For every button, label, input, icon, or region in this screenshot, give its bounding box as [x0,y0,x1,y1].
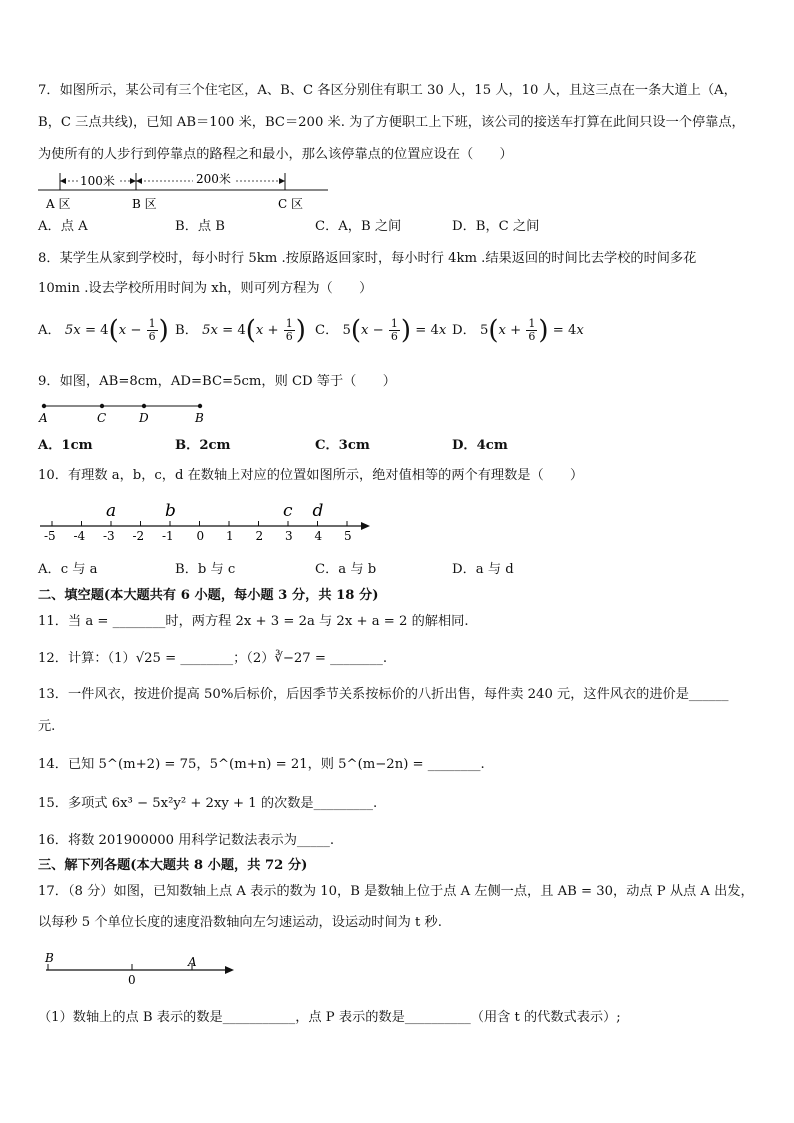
q10-point-b: b [165,501,176,521]
q17-line2: 以每秒 5 个单位长度的速度沿数轴向左匀速运动，设运动时间为 t 秒. [38,915,442,930]
q7-label-b: B 区 [132,197,157,211]
q8-option-c-label: C． [315,323,339,338]
q7-label-a: A 区 [46,197,71,211]
q8-option-b-label: B． [175,323,198,338]
q10-tick-label: 4 [314,529,323,543]
q7-option-c: C．A，B 之间 [315,219,402,234]
q8-option-d-label: D． [452,323,476,338]
q17-origin: 0 [128,973,136,987]
q8-option-b: B． 5x = 4(x + $\frac{1}{6}$ ) [175,315,306,346]
q9-line1: 9．如图，AB=8cm，AD=BC=5cm，则 CD 等于（ ） [38,374,396,389]
q17-number-line [40,948,250,988]
q9-point-a: A [39,411,48,425]
q9-point-d: D [139,411,149,425]
q7-label-c: C 区 [278,197,303,211]
q10-point-a: a [106,501,117,521]
q10-number-line [38,500,378,545]
q10-tick-label: 1 [226,529,234,543]
q17-line1: 17．（8 分）如图，已知数轴上点 A 表示的数为 10，B 是数轴上位于点 A 左侧一点，且 AB = 30，动点 P 从点 A 出发， [38,884,754,899]
q8-option-a-label: A． [38,323,61,338]
q9-option-d: D．4cm [452,438,508,453]
q7-option-d: D．B，C 之间 [452,219,540,234]
q7-line1: 7．如图所示，某公司有三个住宅区，A、B、C 各区分别住有职工 30 人，15 人，10 人，且这三点在一条大道上（A， [38,83,737,98]
q10-tick-label: -1 [162,529,174,543]
q10-tick-label: 0 [196,529,205,543]
q9-point-b: B [195,411,204,425]
q12: 12．计算：（1）√25 = ________；（2）∛−27 = ________. [38,651,388,666]
q10-option-d: D．a 与 d [452,562,514,577]
q8-option-c: C． 5(x − $\frac{1}{6}$ ) = 4x [315,315,447,346]
q10-option-b: B．b 与 c [175,562,236,577]
q7-line3: 为使所有的人步行到停靠点的路程之和最小，那么该停靠点的位置应设在（ ） [38,147,513,162]
q10-point-c: c [283,501,293,521]
q17-point-b: B [45,951,54,965]
q10-tick-label: 5 [344,529,352,543]
q8-line1: 8．某学生从家到学校时，每小时行 5km .按原路返回家时，每小时行 4km .结果返回的时间比去学校的时间多花 [38,251,697,266]
q7-dist-ab: 100米 [80,174,115,188]
q10-tick-label: -3 [103,529,115,543]
q10-tick-label: -5 [44,529,56,543]
q9-option-b: B．2cm [175,438,231,453]
q10-tick-label: 2 [255,529,264,543]
q10-option-a: A．c 与 a [38,562,98,577]
q17-sub1: （1）数轴上的点 B 表示的数是___________，点 P 表示的数是__________（用含 t 的代数式表示）; [38,1010,621,1025]
q7-option-a: A．点 A [38,219,88,234]
q9-figure [38,398,218,428]
q7-line2: B，C 三点共线)，已知 AB＝100 米，BC＝200 米. 为了方便职工上下班，该公司的接送车打算在此间只设一个停靠点， [38,115,745,130]
q9-point-c: C [97,411,107,425]
q10-tick-label: 3 [285,529,293,543]
q10-line1: 10．有理数 a，b，c，d 在数轴上对应的位置如图所示，绝对值相等的两个有理数是（ ） [38,468,584,483]
q10-tick-label: -4 [73,529,86,543]
q14: 14．已知 5^(m+2) = 75，5^(m+n) = 21，则 5^(m−2n) = ________. [38,757,485,772]
q10-option-c: C．a 与 b [315,562,377,577]
q13-line1: 13．一件风衣，按进价提高 50%后标价，后因季节关系按标价的八折出售，每件卖 240 元，这件风衣的进价是______ [38,687,729,702]
q11: 11．当 a = ________时，两方程 2x + 3 = 2a 与 2x + a = 2 的解相同. [38,614,469,629]
q9-option-c: C．3cm [315,438,370,453]
q13-line2: 元. [38,719,56,734]
q8-line2: 10min .设去学校所用时间为 xh，则可列方程为（ ） [38,281,373,296]
q10-tick-label: -2 [132,529,145,543]
section-3-heading: 三、解下列各题(本大题共 8 小题，共 72 分) [38,858,308,873]
q8-option-a: A． 5x = 4(x − $\frac{1}{6}$ ) [38,315,169,346]
q9-option-a: A．1cm [38,438,93,453]
q10-point-d: d [312,501,324,521]
q17-point-a: A [188,955,197,969]
section-2-heading: 二、填空题(本大题共有 6 小题，每小题 3 分，共 18 分) [38,588,379,603]
q8-option-d: D． 5(x + $\frac{1}{6}$ ) = 4x [452,315,584,346]
q15: 15．多项式 6x³ − 5x²y² + 2xy + 1 的次数是_________. [38,796,378,811]
q7-option-b: B．点 B [175,219,225,234]
q7-dist-bc: 200米 [196,172,231,186]
q16: 16．将数 201900000 用科学记数法表示为_____. [38,833,335,848]
